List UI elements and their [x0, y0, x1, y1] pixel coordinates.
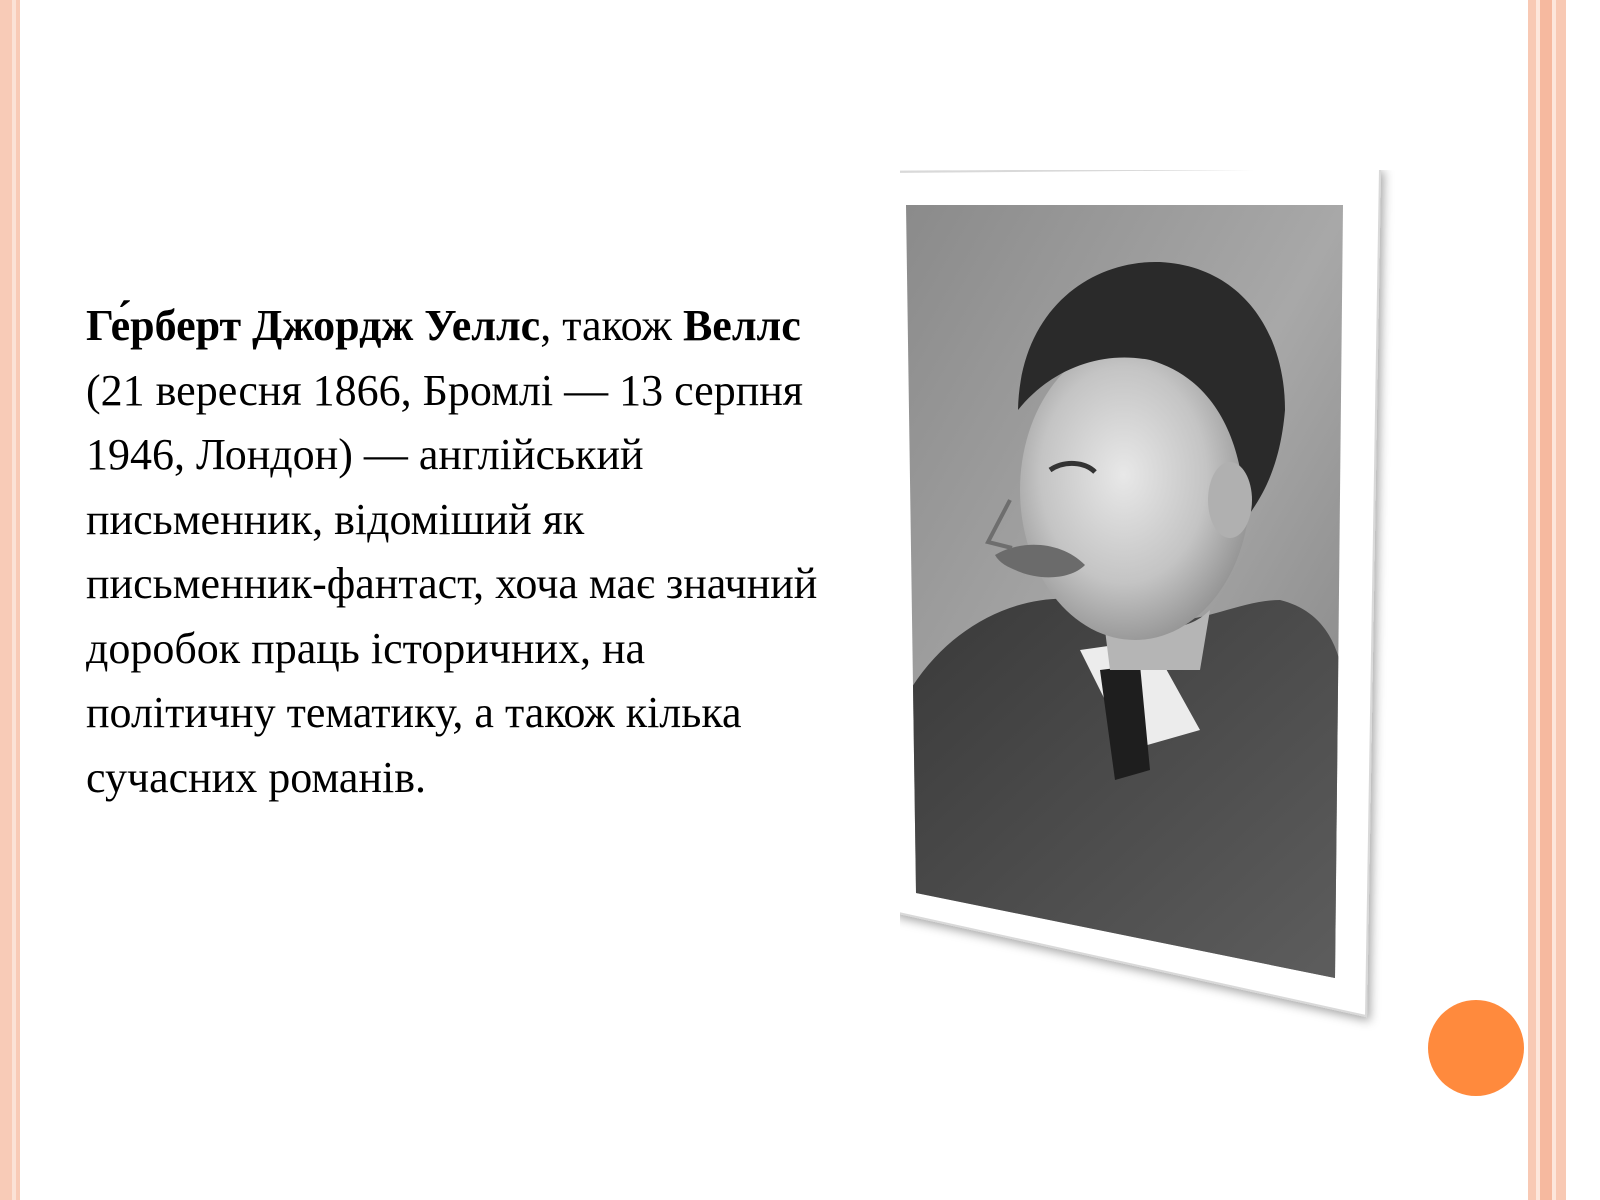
decorative-orange-circle — [1428, 1000, 1524, 1096]
portrait-photo-frame — [900, 170, 1410, 1040]
right-stripe-1 — [1528, 0, 1536, 1200]
portrait-photo-icon — [900, 170, 1410, 1040]
right-edge — [1566, 0, 1600, 1200]
paragraph-part-2: (21 вересня 1866, Бромлі — 13 серпня 1946, Лондон) — англійський письменник, відоміший як письменник-фантаст, хоча має значний доробок праць історичних, на політичну тематику, а також кілька сучасних романів. — [86, 365, 818, 802]
left-border-decoration — [0, 0, 20, 1200]
author-alt-name: Веллс — [682, 301, 801, 350]
right-stripe-3 — [1540, 0, 1552, 1200]
biography-paragraph — [86, 294, 826, 810]
left-border-inner-line — [12, 0, 16, 1200]
paragraph-part-1: , також — [540, 301, 683, 350]
author-name: Ге́рберт Джордж Уеллс — [86, 301, 541, 350]
right-stripe-5 — [1556, 0, 1566, 1200]
